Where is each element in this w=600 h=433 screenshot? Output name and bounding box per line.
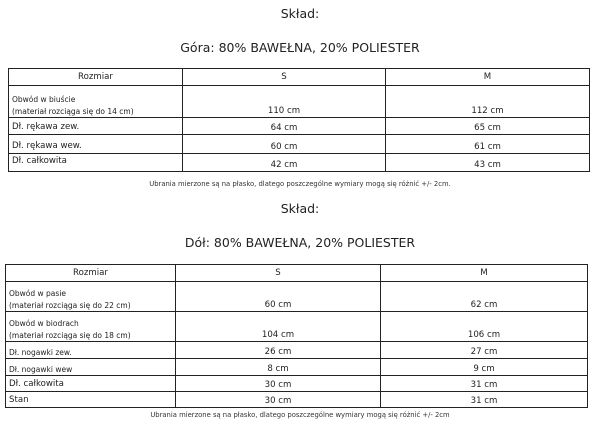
bottom-row-m: 31 cm: [381, 392, 588, 408]
bottom-row-s: 8 cm: [176, 359, 381, 376]
bottom-table-header-row: [6, 265, 588, 282]
bottom-row-s: 60 cm: [176, 282, 381, 312]
bottom-row-label: Dł. całkowita: [6, 376, 176, 392]
bottom-material-heading: Dół: 80% BAWEŁNA, 20% POLIESTER: [184, 235, 416, 250]
bottom-row-label: Dł. nogawki zew.: [6, 342, 176, 359]
bottom-row-m: 106 cm: [381, 312, 588, 342]
bottom-row-s: 30 cm: [176, 392, 381, 408]
top-row-s: 42 cm: [183, 154, 386, 172]
bottom-row-m: 9 cm: [381, 359, 588, 376]
bottom-size-table: [5, 264, 588, 408]
top-row-s: 110 cm: [183, 86, 386, 118]
bottom-row-m: 31 cm: [381, 376, 588, 392]
top-row-m: 61 cm: [386, 135, 590, 154]
bottom-table-row: [6, 282, 588, 312]
bottom-row-label: Obwód w biodrach (materiał rozciąga się do 18 cm): [6, 312, 176, 342]
top-row-s: 64 cm: [183, 118, 386, 135]
top-table-row: [9, 135, 590, 154]
bottom-row-s: 26 cm: [176, 342, 381, 359]
bottom-measurement-note: Ubrania mierzone są na płasko, dlatego poszczególne wymiary mogą się różnić +/- 2cm: [150, 411, 450, 419]
bottom-row-label: Obwód w pasie (materiał rozciąga się do 22 cm): [6, 282, 176, 312]
top-row-label: Dł. rękawa wew.: [9, 135, 183, 154]
top-row-s: 60 cm: [183, 135, 386, 154]
bottom-table-row: [6, 376, 588, 392]
top-material-heading: Góra: 80% BAWEŁNA, 20% POLIESTER: [180, 40, 420, 55]
bottom-composition-heading: Skład:: [280, 201, 320, 216]
bottom-row-label: Dł. nogawki wew: [6, 359, 176, 376]
top-header-m: M: [386, 69, 590, 86]
bottom-table-row: [6, 342, 588, 359]
bottom-header-m: M: [381, 265, 588, 282]
top-table-row: [9, 118, 590, 135]
bottom-table-row: [6, 359, 588, 376]
top-composition-heading: Skład:: [280, 6, 320, 21]
top-row-m: 65 cm: [386, 118, 590, 135]
top-row-m: 43 cm: [386, 154, 590, 172]
bottom-header-size: Rozmiar: [6, 265, 176, 282]
bottom-row-m: 27 cm: [381, 342, 588, 359]
top-row-m: 112 cm: [386, 86, 590, 118]
top-table-header-row: [9, 69, 590, 86]
bottom-table-row: [6, 392, 588, 408]
bottom-table-row: [6, 312, 588, 342]
bottom-row-s: 30 cm: [176, 376, 381, 392]
top-table-row: [9, 154, 590, 172]
bottom-row-m: 62 cm: [381, 282, 588, 312]
top-row-label: Dł. całkowita: [9, 154, 183, 172]
top-row-label: Obwód w biuście (materiał rozciąga się do 14 cm): [9, 86, 183, 118]
top-table-row: [9, 86, 590, 118]
top-header-s: S: [183, 69, 386, 86]
top-header-size: Rozmiar: [9, 69, 183, 86]
top-measurement-note: Ubrania mierzone są na płasko, dlatego poszczególne wymiary mogą się różnić +/- 2cm.: [149, 180, 451, 188]
bottom-row-s: 104 cm: [176, 312, 381, 342]
bottom-row-label: Stan: [6, 392, 176, 408]
top-size-table: [8, 68, 590, 172]
bottom-header-s: S: [176, 265, 381, 282]
top-row-label: Dł. rękawa zew.: [9, 118, 183, 135]
